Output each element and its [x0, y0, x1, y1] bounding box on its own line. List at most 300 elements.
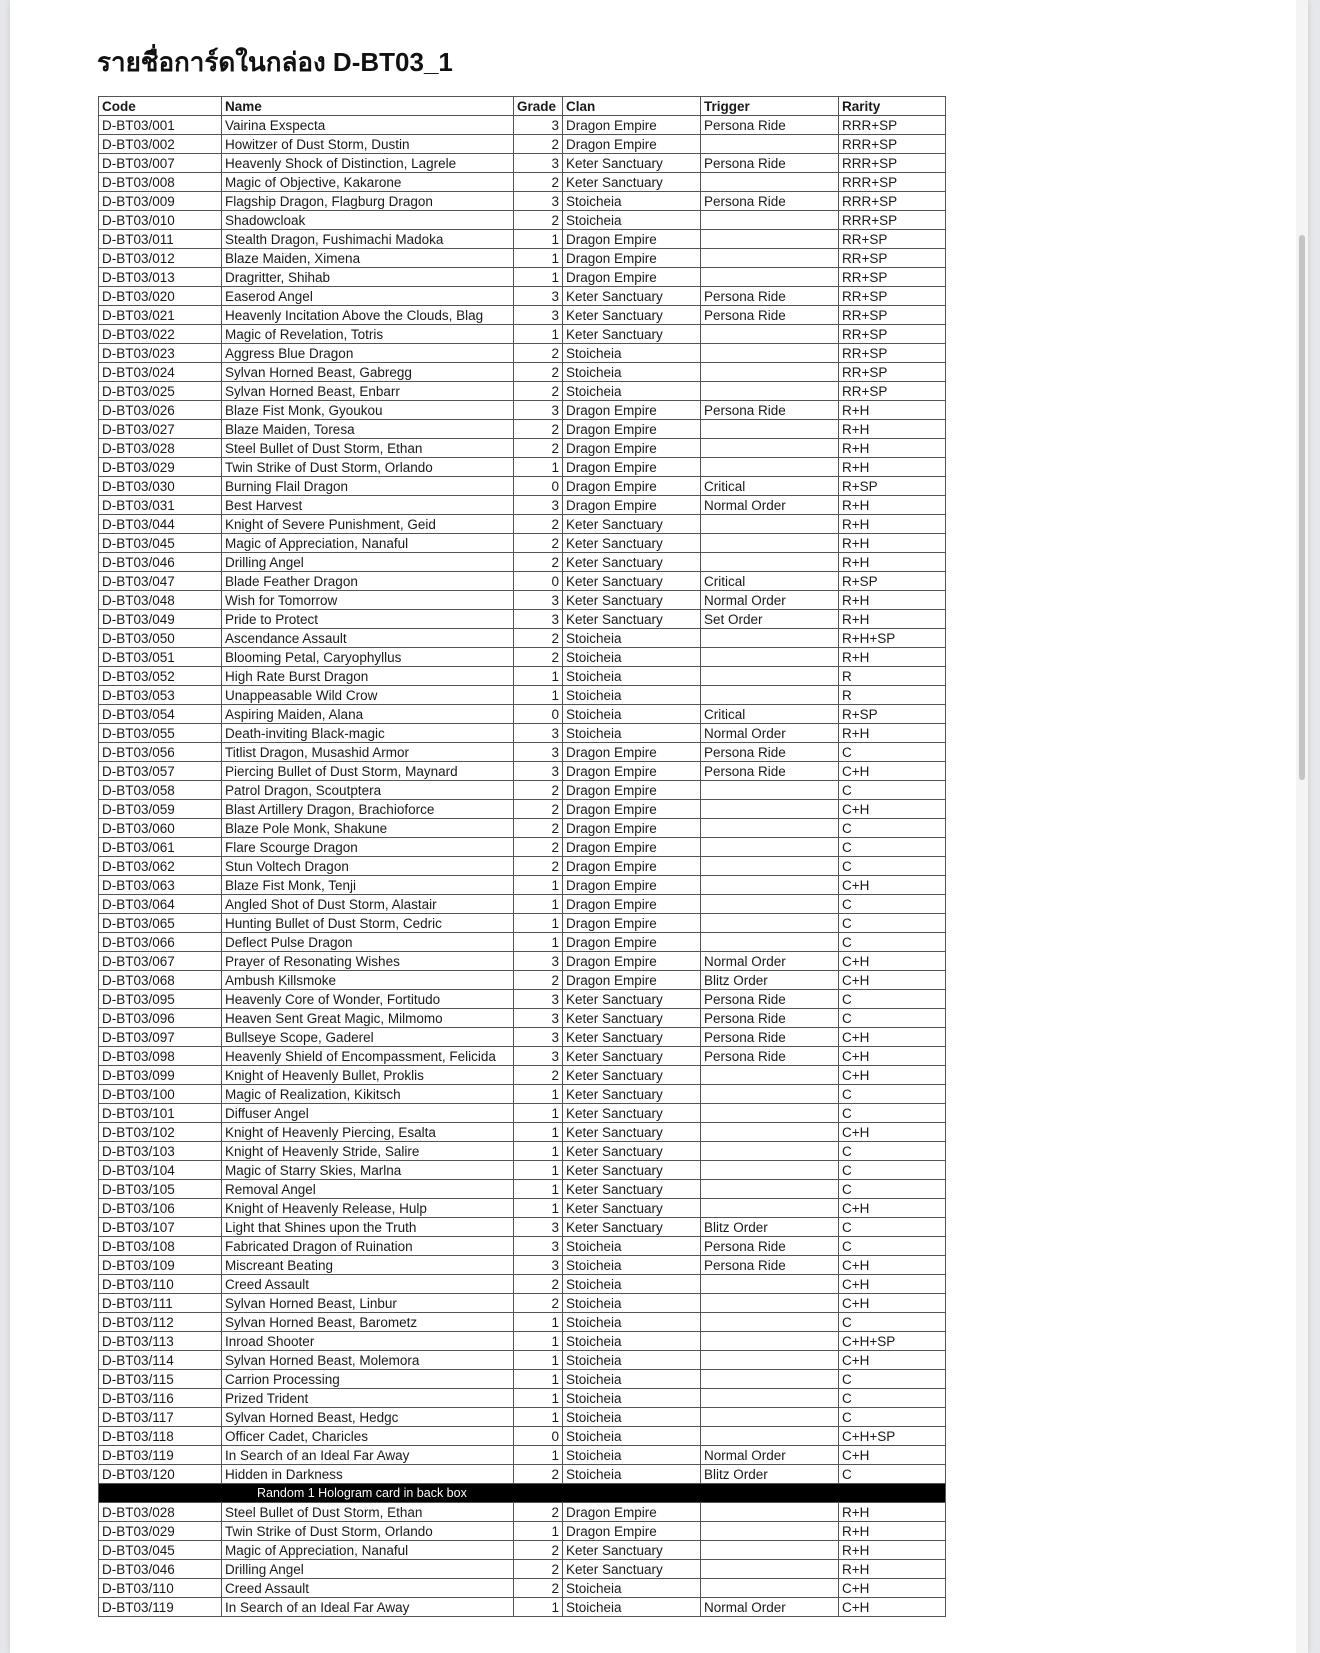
cell-rarity: R+SP	[839, 705, 946, 724]
cell-grade: 1	[514, 914, 563, 933]
cell-rarity: RRR+SP	[839, 135, 946, 154]
cell-clan: Dragon Empire	[563, 1522, 701, 1541]
cell-name: Sylvan Horned Beast, Enbarr	[222, 382, 514, 401]
cell-name: Stun Voltech Dragon	[222, 857, 514, 876]
table-row	[99, 116, 946, 135]
cell-clan: Stoicheia	[563, 1446, 701, 1465]
cell-trigger: Persona Ride	[701, 990, 839, 1009]
table-row	[99, 1541, 946, 1560]
cell-clan: Dragon Empire	[563, 135, 701, 154]
cell-name: Blaze Maiden, Ximena	[222, 249, 514, 268]
cell-name: Creed Assault	[222, 1579, 514, 1598]
table-row	[99, 1237, 946, 1256]
cell-name: Blast Artillery Dragon, Brachioforce	[222, 800, 514, 819]
cell-trigger	[701, 1294, 839, 1313]
table-row	[99, 1199, 946, 1218]
cell-name: Shadowcloak	[222, 211, 514, 230]
cell-trigger	[701, 838, 839, 857]
cell-name: Ascendance Assault	[222, 629, 514, 648]
cell-name: Magic of Appreciation, Nanaful	[222, 1541, 514, 1560]
cell-grade: 0	[514, 572, 563, 591]
cell-trigger	[701, 629, 839, 648]
cell-clan: Dragon Empire	[563, 230, 701, 249]
cell-trigger: Persona Ride	[701, 116, 839, 135]
table-row	[99, 1256, 946, 1275]
cell-trigger	[701, 1389, 839, 1408]
table-row	[99, 382, 946, 401]
cell-clan: Stoicheia	[563, 1237, 701, 1256]
cell-code: D-BT03/023	[99, 344, 222, 363]
page-title: รายชื่อการ์ดในกล่อง D-BT03_1	[97, 47, 453, 77]
cell-rarity: C	[839, 1218, 946, 1237]
table-row	[99, 1351, 946, 1370]
cell-trigger: Persona Ride	[701, 743, 839, 762]
cell-clan: Keter Sanctuary	[563, 325, 701, 344]
cell-clan: Dragon Empire	[563, 401, 701, 420]
cell-name: Prized Trident	[222, 1389, 514, 1408]
cell-name: Magic of Realization, Kikitsch	[222, 1085, 514, 1104]
table-row	[99, 325, 946, 344]
table-row	[99, 838, 946, 857]
cell-name: Knight of Heavenly Piercing, Esalta	[222, 1123, 514, 1142]
cell-rarity: RRR+SP	[839, 173, 946, 192]
cell-clan: Stoicheia	[563, 344, 701, 363]
cell-trigger	[701, 819, 839, 838]
cell-rarity: RR+SP	[839, 268, 946, 287]
cell-grade: 3	[514, 1009, 563, 1028]
cell-trigger	[701, 1123, 839, 1142]
cell-clan: Stoicheia	[563, 648, 701, 667]
table-row	[99, 230, 946, 249]
cell-grade: 2	[514, 515, 563, 534]
cell-rarity: R+H	[839, 553, 946, 572]
cell-rarity: RR+SP	[839, 249, 946, 268]
cell-rarity: RR+SP	[839, 287, 946, 306]
cell-name: Heaven Sent Great Magic, Milmomo	[222, 1009, 514, 1028]
cell-trigger	[701, 895, 839, 914]
cell-trigger: Persona Ride	[701, 1047, 839, 1066]
cell-rarity: R+H	[839, 591, 946, 610]
cell-rarity: C	[839, 1237, 946, 1256]
cell-rarity: C+H	[839, 1598, 946, 1617]
cell-grade: 1	[514, 249, 563, 268]
cell-code: D-BT03/097	[99, 1028, 222, 1047]
cell-grade: 1	[514, 230, 563, 249]
cell-trigger: Normal Order	[701, 591, 839, 610]
cell-trigger	[701, 1408, 839, 1427]
cell-code: D-BT03/001	[99, 116, 222, 135]
cell-name: Sylvan Horned Beast, Hedgc	[222, 1408, 514, 1427]
table-row	[99, 933, 946, 952]
cell-clan: Keter Sanctuary	[563, 1218, 701, 1237]
table-row	[99, 420, 946, 439]
cell-grade: 2	[514, 382, 563, 401]
cell-clan: Stoicheia	[563, 724, 701, 743]
cell-trigger: Critical	[701, 572, 839, 591]
cell-clan: Keter Sanctuary	[563, 173, 701, 192]
cell-grade: 3	[514, 724, 563, 743]
cell-clan: Dragon Empire	[563, 933, 701, 952]
table-row	[99, 1123, 946, 1142]
table-row	[99, 1408, 946, 1427]
cell-trigger: Normal Order	[701, 1598, 839, 1617]
cell-rarity: C+H	[839, 1066, 946, 1085]
cell-grade: 0	[514, 1427, 563, 1446]
cell-trigger	[701, 1427, 839, 1446]
cell-grade: 2	[514, 781, 563, 800]
cell-rarity: R+H	[839, 1541, 946, 1560]
cell-clan: Stoicheia	[563, 1465, 701, 1484]
cell-code: D-BT03/010	[99, 211, 222, 230]
cell-code: D-BT03/013	[99, 268, 222, 287]
cell-trigger: Blitz Order	[701, 1465, 839, 1484]
cell-grade: 2	[514, 648, 563, 667]
cell-rarity: C+H	[839, 762, 946, 781]
cell-grade: 1	[514, 268, 563, 287]
cell-name: Death-inviting Black-magic	[222, 724, 514, 743]
cell-name: Ambush Killsmoke	[222, 971, 514, 990]
cell-grade: 2	[514, 629, 563, 648]
table-row	[99, 1161, 946, 1180]
cell-name: Stealth Dragon, Fushimachi Madoka	[222, 230, 514, 249]
cell-rarity: R+SP	[839, 477, 946, 496]
cell-rarity: C+H	[839, 1199, 946, 1218]
cell-code: D-BT03/109	[99, 1256, 222, 1275]
cell-code: D-BT03/046	[99, 553, 222, 572]
cell-clan: Keter Sanctuary	[563, 591, 701, 610]
cell-rarity: C+H	[839, 1123, 946, 1142]
cell-name: Steel Bullet of Dust Storm, Ethan	[222, 1503, 514, 1522]
cell-code: D-BT03/098	[99, 1047, 222, 1066]
cell-rarity: C	[839, 1009, 946, 1028]
hologram-banner-row	[99, 1484, 946, 1503]
cell-trigger	[701, 534, 839, 553]
cell-clan: Dragon Empire	[563, 876, 701, 895]
cell-clan: Stoicheia	[563, 382, 701, 401]
table-row	[99, 1047, 946, 1066]
cell-clan: Keter Sanctuary	[563, 1066, 701, 1085]
cell-name: Blade Feather Dragon	[222, 572, 514, 591]
cell-name: Officer Cadet, Charicles	[222, 1427, 514, 1446]
cell-grade: 1	[514, 1161, 563, 1180]
cell-clan: Keter Sanctuary	[563, 515, 701, 534]
cell-code: D-BT03/104	[99, 1161, 222, 1180]
cell-name: Drilling Angel	[222, 553, 514, 572]
cell-trigger	[701, 325, 839, 344]
cell-trigger	[701, 515, 839, 534]
cell-rarity: C	[839, 1085, 946, 1104]
cell-trigger	[701, 1560, 839, 1579]
cell-code: D-BT03/106	[99, 1199, 222, 1218]
cell-code: D-BT03/118	[99, 1427, 222, 1446]
cell-grade: 2	[514, 439, 563, 458]
cell-rarity: R+H	[839, 534, 946, 553]
cell-grade: 1	[514, 1104, 563, 1123]
header-name: Name	[222, 97, 514, 116]
cell-code: D-BT03/048	[99, 591, 222, 610]
cell-name: Blaze Fist Monk, Gyoukou	[222, 401, 514, 420]
cell-code: D-BT03/117	[99, 1408, 222, 1427]
cell-trigger: Persona Ride	[701, 401, 839, 420]
cell-rarity: C	[839, 857, 946, 876]
cell-name: Magic of Appreciation, Nanaful	[222, 534, 514, 553]
cell-clan: Keter Sanctuary	[563, 553, 701, 572]
cell-clan: Keter Sanctuary	[563, 610, 701, 629]
table-row	[99, 781, 946, 800]
cell-code: D-BT03/061	[99, 838, 222, 857]
card-rows	[99, 116, 946, 1484]
cell-trigger	[701, 1522, 839, 1541]
table-row	[99, 1009, 946, 1028]
cell-grade: 0	[514, 705, 563, 724]
table-row	[99, 1503, 946, 1522]
header-trigger: Trigger	[701, 97, 839, 116]
table-row	[99, 1579, 946, 1598]
cell-grade: 1	[514, 1389, 563, 1408]
cell-name: Aspiring Maiden, Alana	[222, 705, 514, 724]
cell-name: Magic of Starry Skies, Marlna	[222, 1161, 514, 1180]
cell-grade: 3	[514, 154, 563, 173]
cell-code: D-BT03/056	[99, 743, 222, 762]
table-header-row	[99, 97, 946, 116]
cell-name: Flagship Dragon, Flagburg Dragon	[222, 192, 514, 211]
cell-rarity: R+H	[839, 496, 946, 515]
cell-code: D-BT03/022	[99, 325, 222, 344]
cell-code: D-BT03/058	[99, 781, 222, 800]
table-row	[99, 1370, 946, 1389]
cell-rarity: C	[839, 743, 946, 762]
cell-code: D-BT03/029	[99, 458, 222, 477]
cell-clan: Dragon Empire	[563, 838, 701, 857]
cell-grade: 3	[514, 591, 563, 610]
cell-rarity: C	[839, 1408, 946, 1427]
cell-clan: Dragon Empire	[563, 268, 701, 287]
cell-grade: 3	[514, 1237, 563, 1256]
cell-trigger	[701, 1370, 839, 1389]
cell-rarity: C	[839, 1465, 946, 1484]
cell-trigger	[701, 135, 839, 154]
cell-rarity: C	[839, 1161, 946, 1180]
cell-code: D-BT03/119	[99, 1446, 222, 1465]
cell-name: Sylvan Horned Beast, Gabregg	[222, 363, 514, 382]
cell-code: D-BT03/053	[99, 686, 222, 705]
table-row	[99, 401, 946, 420]
scrollbar-thumb[interactable]	[1299, 235, 1305, 780]
cell-code: D-BT03/049	[99, 610, 222, 629]
cell-name: Hunting Bullet of Dust Storm, Cedric	[222, 914, 514, 933]
cell-name: Heavenly Core of Wonder, Fortitudo	[222, 990, 514, 1009]
cell-grade: 1	[514, 686, 563, 705]
cell-clan: Keter Sanctuary	[563, 1560, 701, 1579]
cell-name: Best Harvest	[222, 496, 514, 515]
table-row	[99, 1427, 946, 1446]
table-row	[99, 1598, 946, 1617]
cell-name: Wish for Tomorrow	[222, 591, 514, 610]
cell-clan: Dragon Empire	[563, 971, 701, 990]
table-row	[99, 173, 946, 192]
cell-name: Knight of Severe Punishment, Geid	[222, 515, 514, 534]
cell-trigger	[701, 553, 839, 572]
cell-rarity: C	[839, 1180, 946, 1199]
cell-name: Prayer of Resonating Wishes	[222, 952, 514, 971]
cell-clan: Stoicheia	[563, 629, 701, 648]
table-row	[99, 971, 946, 990]
cell-rarity: C+H	[839, 1047, 946, 1066]
cell-grade: 2	[514, 553, 563, 572]
cell-rarity: R+H	[839, 420, 946, 439]
cell-grade: 1	[514, 1522, 563, 1541]
cell-name: Heavenly Shield of Encompassment, Felicida	[222, 1047, 514, 1066]
cell-name: Steel Bullet of Dust Storm, Ethan	[222, 439, 514, 458]
cell-grade: 1	[514, 1199, 563, 1218]
cell-rarity: R+H	[839, 458, 946, 477]
cell-trigger	[701, 344, 839, 363]
table-row	[99, 477, 946, 496]
cell-rarity: R+H	[839, 515, 946, 534]
cell-name: Knight of Heavenly Stride, Salire	[222, 1142, 514, 1161]
cell-trigger	[701, 1579, 839, 1598]
table-row	[99, 1180, 946, 1199]
cell-clan: Keter Sanctuary	[563, 1199, 701, 1218]
cell-clan: Dragon Empire	[563, 762, 701, 781]
cell-name: In Search of an Ideal Far Away	[222, 1446, 514, 1465]
cell-grade: 1	[514, 1332, 563, 1351]
cell-code: D-BT03/002	[99, 135, 222, 154]
cell-rarity: RR+SP	[839, 363, 946, 382]
cell-trigger	[701, 1199, 839, 1218]
cell-clan: Keter Sanctuary	[563, 1142, 701, 1161]
cell-code: D-BT03/113	[99, 1332, 222, 1351]
cell-code: D-BT03/046	[99, 1560, 222, 1579]
cell-rarity: C+H	[839, 876, 946, 895]
cell-grade: 3	[514, 287, 563, 306]
cell-grade: 2	[514, 1560, 563, 1579]
cell-grade: 3	[514, 401, 563, 420]
cell-code: D-BT03/024	[99, 363, 222, 382]
table-row	[99, 553, 946, 572]
cell-name: Unappeasable Wild Crow	[222, 686, 514, 705]
cell-clan: Stoicheia	[563, 1370, 701, 1389]
cell-grade: 2	[514, 838, 563, 857]
cell-rarity: R+H	[839, 724, 946, 743]
cell-grade: 3	[514, 1047, 563, 1066]
cell-rarity: R+H+SP	[839, 629, 946, 648]
cell-code: D-BT03/099	[99, 1066, 222, 1085]
cell-trigger: Set Order	[701, 610, 839, 629]
cell-clan: Dragon Empire	[563, 914, 701, 933]
cell-rarity: R+H	[839, 1503, 946, 1522]
cell-name: Hidden in Darkness	[222, 1465, 514, 1484]
cell-grade: 3	[514, 306, 563, 325]
cell-grade: 2	[514, 1066, 563, 1085]
cell-name: Blaze Fist Monk, Tenji	[222, 876, 514, 895]
cell-clan: Keter Sanctuary	[563, 572, 701, 591]
cell-trigger	[701, 1142, 839, 1161]
cell-code: D-BT03/115	[99, 1370, 222, 1389]
cell-clan: Dragon Empire	[563, 249, 701, 268]
cell-code: D-BT03/028	[99, 439, 222, 458]
cell-code: D-BT03/054	[99, 705, 222, 724]
header-code: Code	[99, 97, 222, 116]
table-row	[99, 344, 946, 363]
cell-trigger	[701, 781, 839, 800]
cell-grade: 1	[514, 933, 563, 952]
table-row	[99, 534, 946, 553]
cell-name: Magic of Revelation, Totris	[222, 325, 514, 344]
cell-rarity: R+H	[839, 610, 946, 629]
cell-rarity: C+H	[839, 1446, 946, 1465]
cell-name: Sylvan Horned Beast, Barometz	[222, 1313, 514, 1332]
cell-grade: 2	[514, 857, 563, 876]
cell-rarity: RRR+SP	[839, 154, 946, 173]
cell-code: D-BT03/064	[99, 895, 222, 914]
cell-rarity: C+H	[839, 1294, 946, 1313]
banner-section	[99, 1484, 946, 1503]
cell-clan: Stoicheia	[563, 1389, 701, 1408]
cell-clan: Stoicheia	[563, 667, 701, 686]
table-row	[99, 819, 946, 838]
cell-trigger: Persona Ride	[701, 762, 839, 781]
table-row	[99, 458, 946, 477]
cell-clan: Stoicheia	[563, 1313, 701, 1332]
table-row	[99, 648, 946, 667]
card-list-table	[98, 96, 946, 1617]
cell-trigger	[701, 686, 839, 705]
table-row	[99, 857, 946, 876]
cell-grade: 2	[514, 1294, 563, 1313]
bonus-card-rows	[99, 1503, 946, 1617]
cell-rarity: R+H	[839, 1522, 946, 1541]
cell-rarity: C	[839, 819, 946, 838]
cell-trigger: Normal Order	[701, 952, 839, 971]
cell-trigger	[701, 1104, 839, 1123]
cell-clan: Dragon Empire	[563, 116, 701, 135]
cell-rarity: RRR+SP	[839, 116, 946, 135]
cell-grade: 3	[514, 762, 563, 781]
cell-trigger	[701, 458, 839, 477]
cell-code: D-BT03/102	[99, 1123, 222, 1142]
cell-trigger: Normal Order	[701, 496, 839, 515]
cell-trigger	[701, 800, 839, 819]
cell-clan: Keter Sanctuary	[563, 1085, 701, 1104]
cell-grade: 1	[514, 1370, 563, 1389]
cell-trigger: Normal Order	[701, 1446, 839, 1465]
table-row	[99, 990, 946, 1009]
cell-rarity: RR+SP	[839, 230, 946, 249]
table-row	[99, 249, 946, 268]
cell-code: D-BT03/011	[99, 230, 222, 249]
cell-trigger	[701, 876, 839, 895]
cell-grade: 2	[514, 1579, 563, 1598]
cell-clan: Stoicheia	[563, 1256, 701, 1275]
cell-trigger	[701, 1161, 839, 1180]
cell-rarity: R+H	[839, 439, 946, 458]
cell-trigger	[701, 1503, 839, 1522]
cell-grade: 1	[514, 1085, 563, 1104]
cell-rarity: C+H	[839, 1275, 946, 1294]
cell-name: Knight of Heavenly Release, Hulp	[222, 1199, 514, 1218]
cell-grade: 1	[514, 325, 563, 344]
cell-rarity: R+H	[839, 648, 946, 667]
cell-trigger: Critical	[701, 477, 839, 496]
cell-code: D-BT03/045	[99, 534, 222, 553]
cell-rarity: RRR+SP	[839, 192, 946, 211]
cell-rarity: R	[839, 667, 946, 686]
cell-trigger: Blitz Order	[701, 1218, 839, 1237]
cell-trigger: Persona Ride	[701, 1028, 839, 1047]
scrollbar-track[interactable]	[1296, 0, 1308, 1653]
cell-name: Blooming Petal, Caryophyllus	[222, 648, 514, 667]
